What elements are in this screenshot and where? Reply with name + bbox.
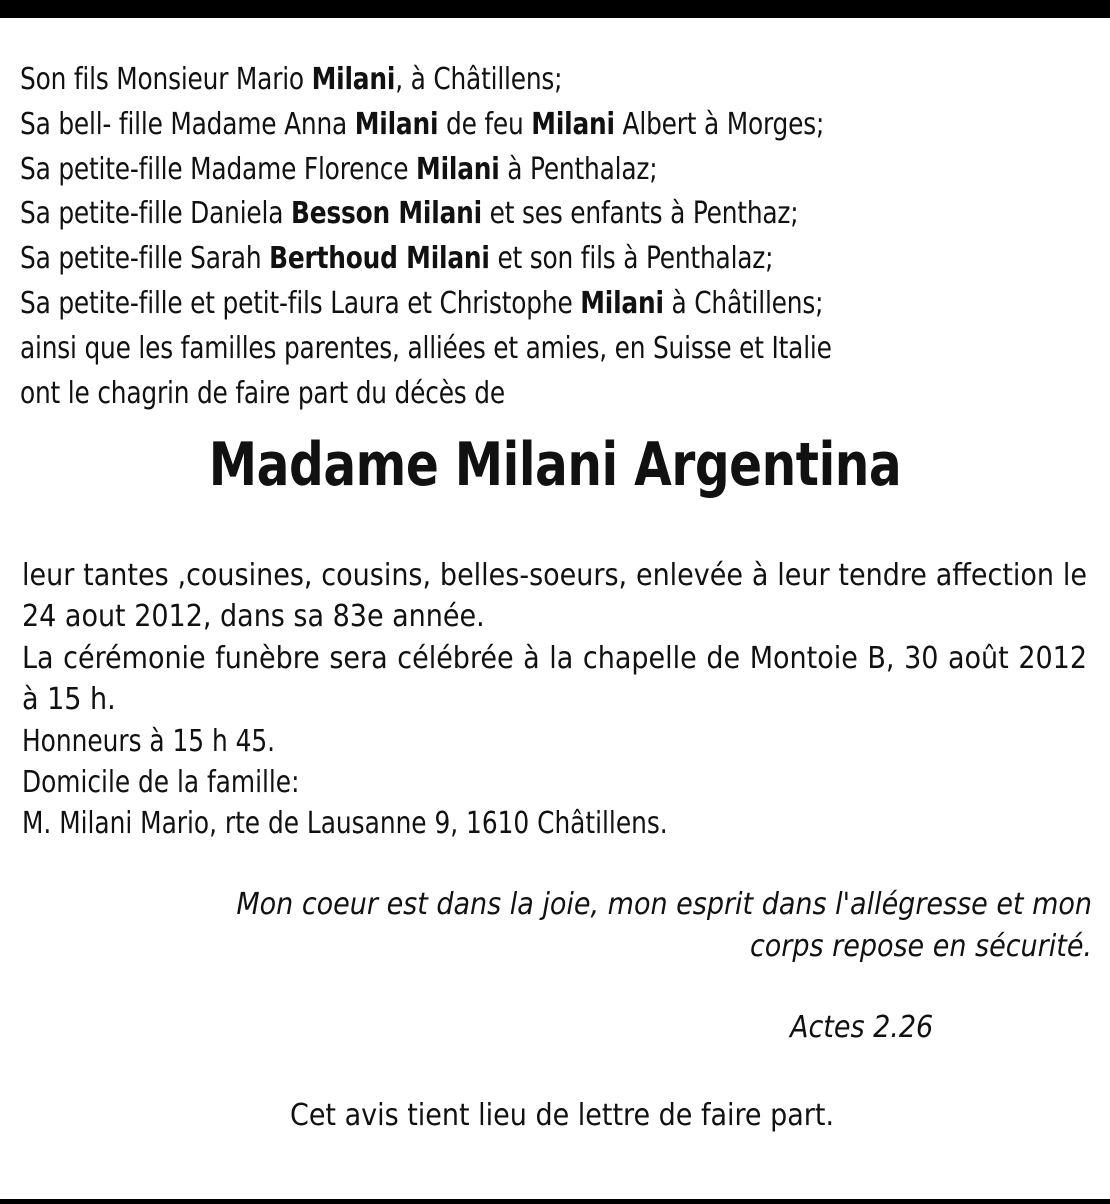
family-text: à Penthalaz; <box>499 151 658 187</box>
family-line <box>20 148 1014 193</box>
ceremony-paragraph: La cérémonie funèbre sera célébrée à la chapelle de Montoie B, 30 août 2012 à 15 h. <box>22 640 1087 718</box>
family-line <box>20 103 1014 148</box>
family-line <box>20 58 1014 103</box>
family-text: ainsi que les familles parentes, alliées et amies, en Suisse et Italie <box>20 330 832 366</box>
family-text: et ses enfants à Penthaz; <box>481 196 799 232</box>
family-text: Sa petite-fille Madame Florence <box>20 151 417 187</box>
family-list <box>20 58 1014 416</box>
relation-paragraph: leur tantes ,cousines, cousins, belles-soeurs, enlevée à leur tendre affection le 24 aout 2012, dans sa 83e année. <box>22 558 1087 635</box>
family-text: , à Châtillens; <box>395 62 563 97</box>
family-text: ont le chagrin de faire part du décès de <box>20 375 505 411</box>
family-text: à Châtillens; <box>663 285 824 321</box>
notice-body <box>22 555 1087 845</box>
family-surname: Milani <box>311 62 396 97</box>
family-line <box>20 327 1014 372</box>
family-text: Son fils Monsieur Mario <box>20 62 312 97</box>
deceased-name: Madame Milani Argentina <box>208 430 902 500</box>
family-text: Sa petite-fille et petit-fils Laura et Christophe <box>20 285 581 321</box>
family-surname: Milani <box>531 106 615 142</box>
family-surname: Besson Milani <box>290 196 482 232</box>
family-text: de feu <box>438 106 532 142</box>
quote-line-1: Mon coeur est dans la joie, mon esprit dans l'allégresse et mon <box>236 887 1092 922</box>
family-line <box>20 282 1014 327</box>
quote-reference: Actes 2.26 <box>790 1010 934 1045</box>
family-text: Sa bell- fille Madame Anna <box>20 106 355 142</box>
family-surname: Milani <box>580 285 664 321</box>
family-line <box>20 372 1014 417</box>
domicile-label: Domicile de la famille: <box>22 765 300 801</box>
top-rule <box>0 0 1110 18</box>
family-text: et son fils à Penthalaz; <box>489 241 774 277</box>
domicile-address: M. Milani Mario, rte de Lausanne 9, 1610 Châtillens. <box>22 806 668 842</box>
family-text: Sa petite-fille Sarah <box>20 241 270 277</box>
family-line <box>20 237 1014 282</box>
family-text: Sa petite-fille Daniela <box>20 196 291 232</box>
quote-line-2: corps repose en sécurité. <box>749 929 1092 964</box>
footer-note: Cet avis tient lieu de lettre de faire part. <box>289 1098 835 1133</box>
family-surname: Milani <box>354 106 439 142</box>
family-surname: Berthoud Milani <box>269 241 490 277</box>
family-surname: Milani <box>416 151 500 187</box>
family-line <box>20 192 1014 237</box>
bottom-rule <box>0 1199 1110 1204</box>
bible-quote <box>80 884 1092 968</box>
honneurs-line: Honneurs à 15 h 45. <box>22 723 276 759</box>
family-text: Albert à Morges; <box>614 106 825 142</box>
